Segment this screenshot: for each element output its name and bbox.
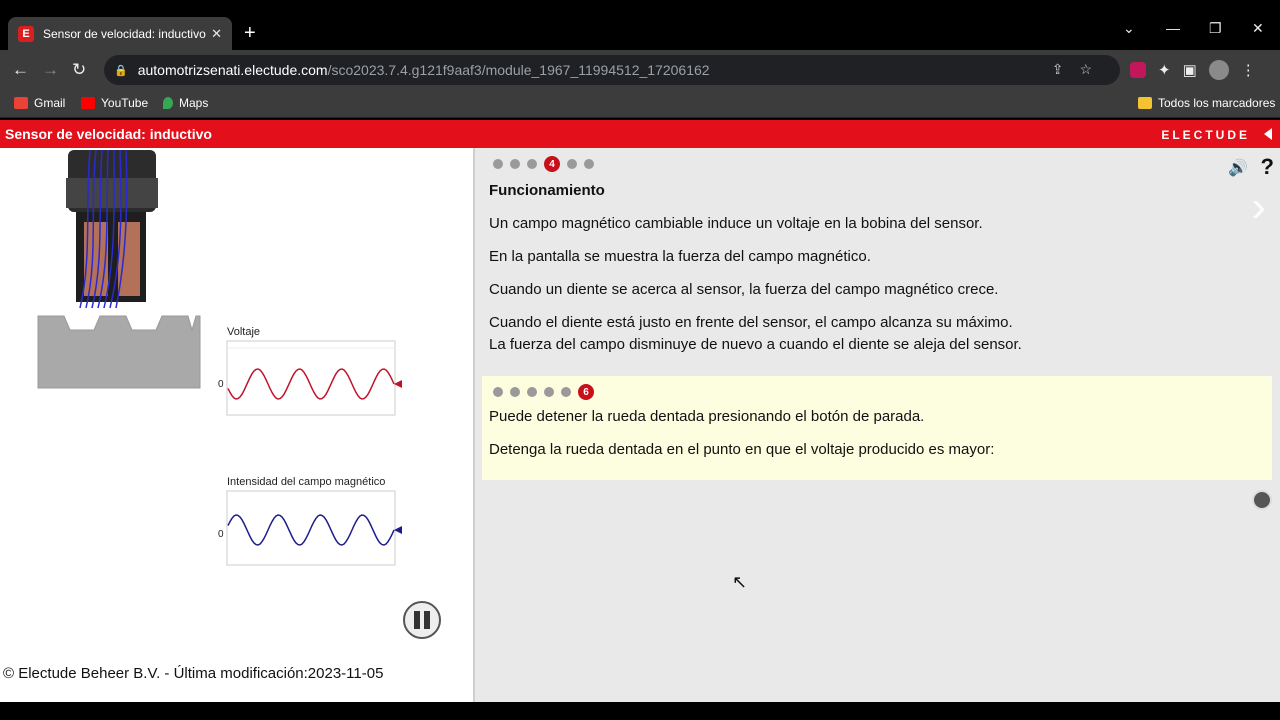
module-header xyxy=(0,120,1280,148)
step-dot[interactable] xyxy=(584,159,594,169)
bookmark-youtube[interactable]: YouTube xyxy=(81,96,148,110)
extensions-puzzle-icon[interactable]: ✦ xyxy=(1158,62,1171,79)
close-tab-icon[interactable]: ✕ xyxy=(211,25,222,41)
step-dot[interactable] xyxy=(493,387,503,397)
task-line: Puede detener la rueda dentada presionando el botón de parada. xyxy=(489,408,925,425)
extension-icons xyxy=(1130,60,1256,80)
new-tab-icon[interactable]: + xyxy=(244,22,256,44)
site-info-icon[interactable]: 🔒 xyxy=(114,64,128,77)
section-heading: Funcionamiento xyxy=(489,182,605,199)
gmail-icon xyxy=(14,97,28,109)
bookmark-gmail[interactable]: Gmail xyxy=(14,96,65,110)
url-path: /sco2023.7.4.g121f9aaf3/module_1967_11994512_17206162 xyxy=(327,62,710,78)
step-dot[interactable] xyxy=(527,159,537,169)
tab-search-icon[interactable]: ⌄ xyxy=(1123,20,1135,36)
browser-tab-bar xyxy=(0,0,1280,50)
reload-icon[interactable]: ↻ xyxy=(72,60,87,79)
voltage-graph-label: Voltaje xyxy=(227,326,261,338)
step-dot[interactable] xyxy=(561,387,571,397)
step-dot-active[interactable]: 4 xyxy=(544,156,560,172)
instructions-panel xyxy=(475,148,1280,702)
step-dot[interactable] xyxy=(544,387,554,397)
next-arrow-icon[interactable]: › xyxy=(1251,182,1266,231)
bottom-strip xyxy=(0,702,1280,720)
step-dots-1 xyxy=(493,156,594,172)
instruction-line: La fuerza del campo disminuye de nuevo a cuando el diente se aleja del sensor. xyxy=(489,336,1022,353)
restore-icon[interactable]: ❐ xyxy=(1209,20,1222,36)
youtube-icon xyxy=(81,97,95,109)
instruction-line: En la pantalla se muestra la fuerza del campo magnético. xyxy=(489,248,871,265)
share-bookmark-icons[interactable]: ⇪☆ xyxy=(1051,61,1108,77)
side-panel-icon[interactable]: ▣ xyxy=(1182,62,1197,79)
step-dot-active[interactable]: 6 xyxy=(578,384,594,400)
step-dot[interactable] xyxy=(510,387,520,397)
close-window-icon[interactable]: ✕ xyxy=(1252,20,1264,36)
pause-icon xyxy=(414,611,420,629)
mouse-cursor-icon: ↖ xyxy=(732,572,748,592)
step-dot[interactable] xyxy=(493,159,503,169)
address-bar[interactable] xyxy=(104,55,1120,85)
url-host: automotrizsenati.electude.com xyxy=(137,62,328,78)
voltage-zero-label: 0 xyxy=(218,379,224,390)
profile-avatar[interactable] xyxy=(1209,60,1229,80)
help-icon[interactable]: ? xyxy=(1260,154,1274,179)
bookmark-maps[interactable]: Maps xyxy=(163,96,208,110)
task-line: Detenga la rueda dentada en el punto en que el voltaje producido es mayor: xyxy=(489,441,995,458)
sensor-illustration xyxy=(30,148,250,398)
step-dot[interactable] xyxy=(567,159,577,169)
step-dot[interactable] xyxy=(510,159,520,169)
electude-logo: ELECTUDE xyxy=(1161,128,1250,142)
tab-title: Sensor de velocidad: inductivo xyxy=(43,26,206,41)
forward-icon[interactable]: → xyxy=(42,60,59,79)
speaker-icon[interactable]: 🔊 xyxy=(1228,160,1248,177)
instruction-line: Un campo magnético cambiable induce un voltaje en la bobina del sensor. xyxy=(489,215,983,232)
bookmarks-bar xyxy=(0,90,1280,118)
pause-button[interactable] xyxy=(403,601,441,639)
module-title: Sensor de velocidad: inductivo xyxy=(5,126,212,142)
folder-icon xyxy=(1138,97,1152,109)
collapse-arrow-icon[interactable] xyxy=(1264,128,1272,140)
all-bookmarks[interactable]: Todos los marcadores xyxy=(1138,96,1275,110)
back-icon[interactable]: ← xyxy=(12,60,29,79)
field-graph-label: Intensidad del campo magnético xyxy=(227,476,386,488)
browser-tab[interactable] xyxy=(8,17,232,50)
browser-toolbar xyxy=(0,50,1280,90)
task-panel xyxy=(482,376,1272,480)
chat-icon[interactable] xyxy=(1252,490,1272,510)
extension-pink-icon[interactable] xyxy=(1130,62,1146,78)
electude-favicon-icon: E xyxy=(18,26,34,42)
field-zero-label: 0 xyxy=(218,529,224,540)
instruction-line: Cuando el diente está justo en frente del sensor, el campo alcanza su máximo. xyxy=(489,314,1013,331)
simulation-panel xyxy=(0,148,473,702)
instruction-line: Cuando un diente se acerca al sensor, la fuerza del campo magnético crece. xyxy=(489,281,999,298)
voltage-graph xyxy=(226,340,406,418)
menu-kebab-icon[interactable]: ⋮ xyxy=(1240,62,1256,79)
step-dots-2 xyxy=(493,384,594,400)
step-dot[interactable] xyxy=(527,387,537,397)
field-strength-graph xyxy=(226,490,406,568)
maps-icon xyxy=(163,97,173,109)
minimize-icon[interactable]: — xyxy=(1166,20,1180,36)
electude-module-page xyxy=(0,120,1280,702)
copyright-text: © Electude Beheer B.V. - Última modificación:2023-11-05 xyxy=(3,665,384,682)
